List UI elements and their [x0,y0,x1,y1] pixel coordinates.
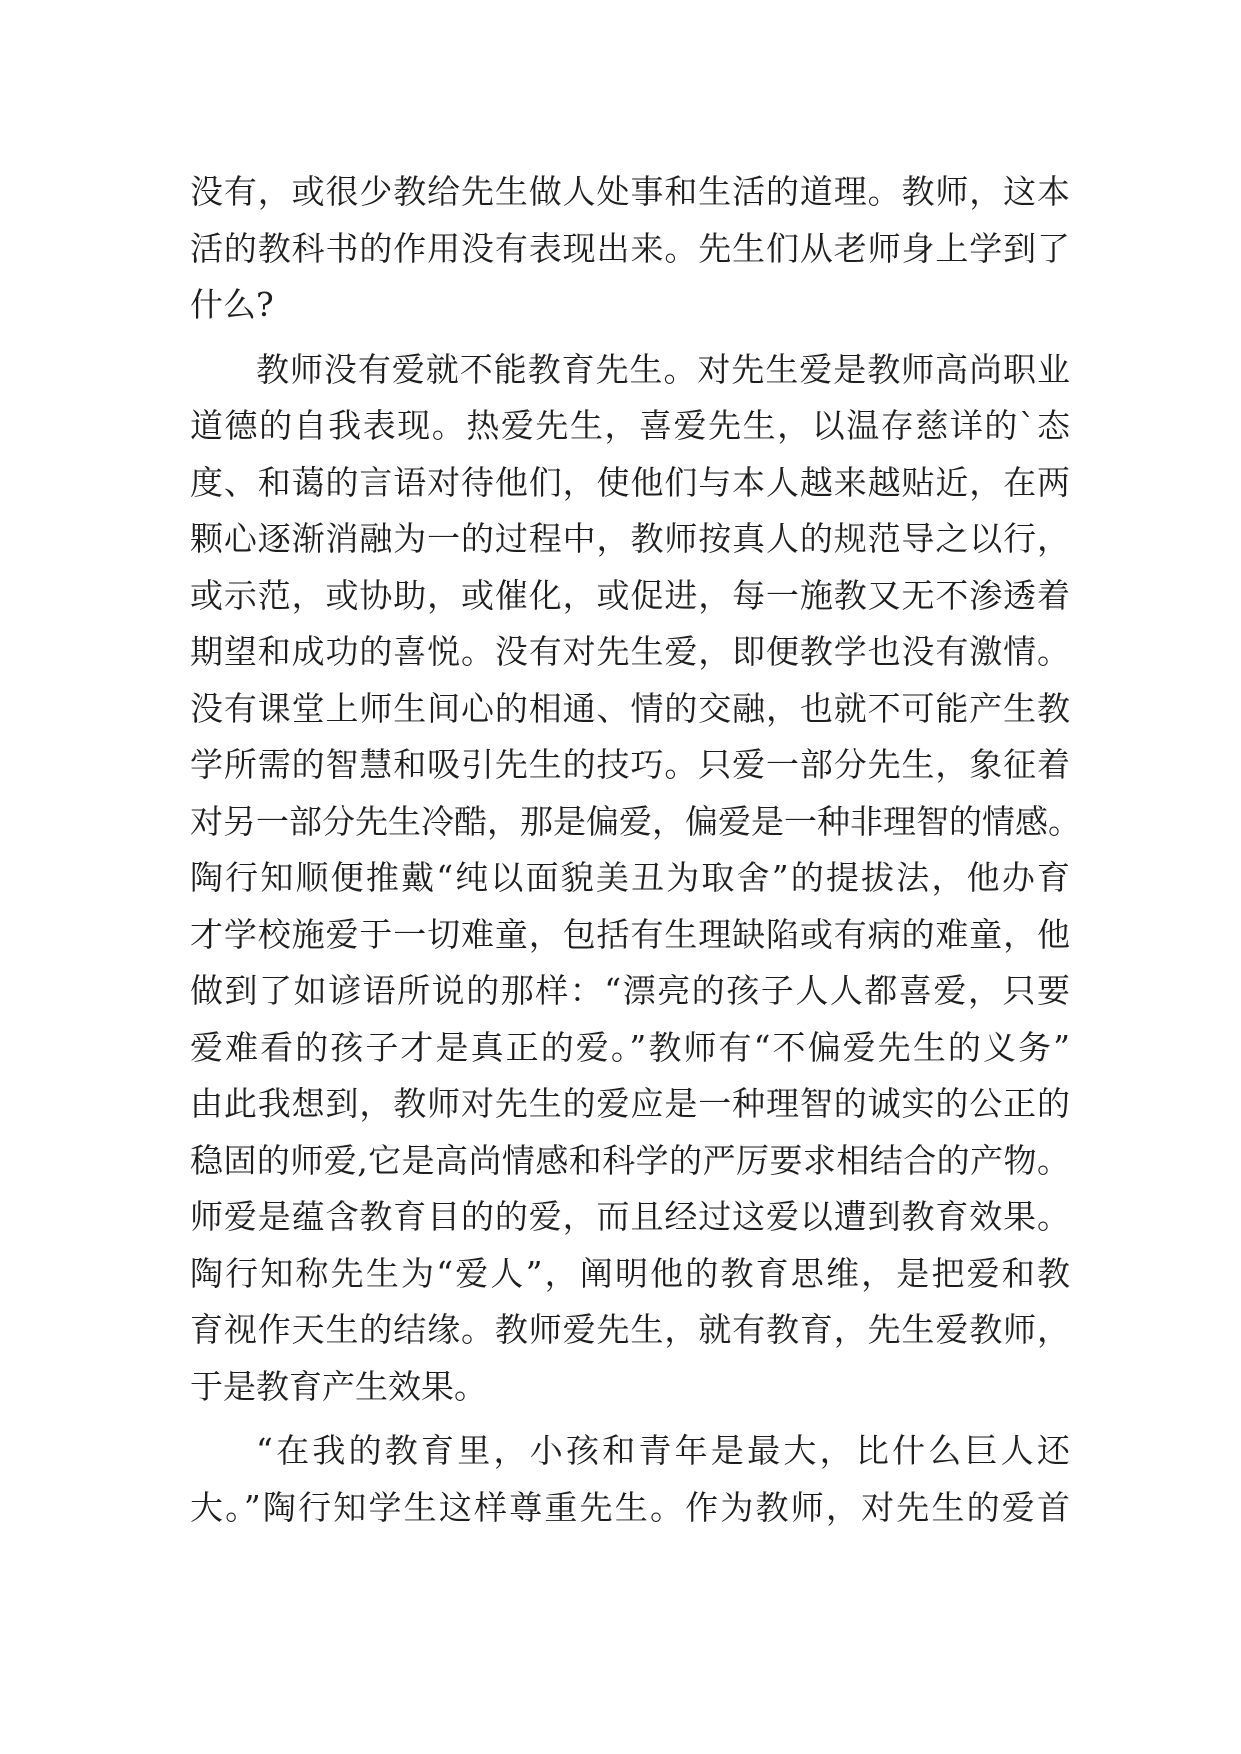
text-line: 大。”陶行知学生这样尊重先生。作为教师，对先生的爱首 [190,1487,1070,1527]
text-line: 没有课堂上师生间心的相通、情的交融，也就不可能产生教 [190,688,1070,728]
text-line: 学所需的智慧和吸引先生的技巧。只爱一部分先生，象征着 [190,745,1070,784]
text-line: 育视作天生的结缘。教师爱先生，就有教育，先生爱教师， [190,1310,1070,1349]
text-line: 陶行知顺便推戴“纯以面貌美丑为取舍”的提拔法，他办育 [190,858,1070,897]
text-line: 活的教科书的作用没有表现出来。先生们从老师身上学到了 [190,228,1070,268]
text-line: 稳固的师爱,它是高尚情感和科学的严厉要求相结合的产物。 [190,1140,1070,1180]
text-line: “在我的教育里，小孩和青年是最大，比什么巨人还 [256,1431,1070,1470]
text-line: 或示范，或协助，或催化，或促进，每一施教又无不渗透着 [190,575,1070,615]
text-line: 师爱是蕴含教育目的的爱，而且经过这爱以遭到教育效果。 [190,1197,1070,1236]
text-line: 才学校施爱于一切难童，包括有生理缺陷或有病的难童，他 [190,914,1070,954]
text-line: 度、和蔼的言语对待他们，使他们与本人越来越贴近，在两 [190,462,1070,502]
text-line: 由此我想到，教师对先生的爱应是一种理智的诚实的公正的 [190,1084,1070,1123]
paragraph-1 [190,164,1070,334]
text-line: 道德的自我表现。热爱先生，喜爱先生，以温存慈详的`态 [190,406,1070,445]
paragraph-3 [190,1423,1070,1536]
text-line: 对另一部分先生冷酷，那是偏爱，偏爱是一种非理智的情感。 [190,801,1081,841]
text-line: 颗心逐渐消融为一的过程中，教师按真人的规范导之以行， [190,519,1070,558]
text-line: 陶行知称先生为“爱人”，阐明他的教育思维，是把爱和教 [190,1253,1070,1293]
text-line: 教师没有爱就不能教育先生。对先生爱是教师高尚职业 [256,349,1070,389]
paragraph-2 [190,342,1081,1416]
text-line: 期望和成功的喜悦。没有对先生爱，即便教学也没有激情。 [190,632,1070,671]
text-line: 做到了如谚语所说的那样：“漂亮的孩子人人都喜爱，只要 [190,971,1070,1010]
text-line: 于是教育产生效果。 [190,1366,487,1406]
text-line: 爱难看的孩子才是真正的爱。”教师有“不偏爱先生的义务” [190,1027,1070,1067]
text-line: 没有，或很少教给先生做人处事和生活的道理。教师，这本 [190,172,1070,211]
text-line: 什么? [190,285,274,324]
document-body [190,164,1081,1536]
